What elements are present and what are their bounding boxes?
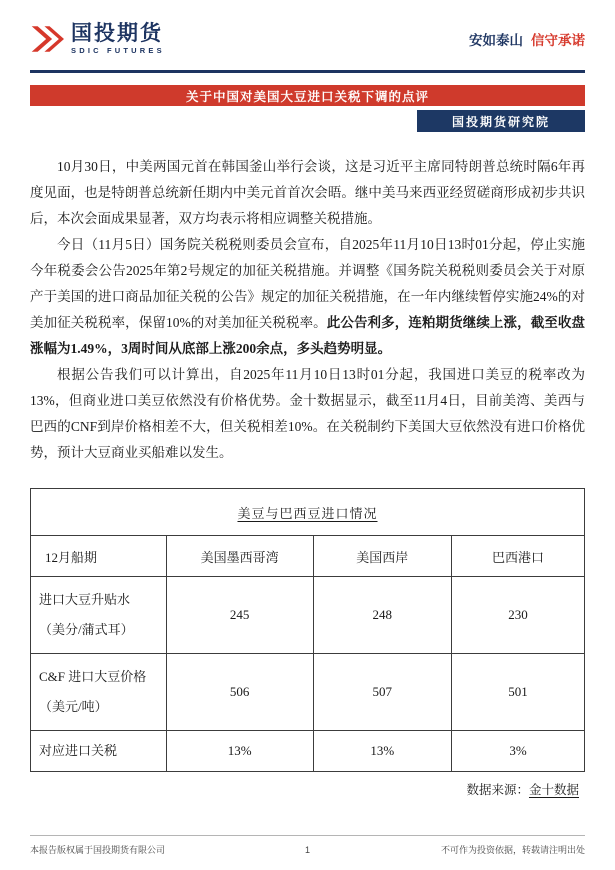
brand-slogan: [469, 29, 585, 49]
brand-text: [71, 23, 165, 55]
page-number: 1: [304, 844, 311, 855]
report-header: [30, 0, 585, 62]
institute-row: [30, 110, 585, 132]
table-cell: 506: [166, 654, 313, 731]
brand-name-cn: 国投期货: [71, 22, 163, 46]
table-cell: 13%: [166, 731, 313, 772]
table-cell: 230: [452, 577, 585, 654]
brand-name-en: SDIC FUTURES: [71, 46, 165, 56]
report-title: 关于中国对美国大豆进口关税下调的点评: [185, 89, 429, 104]
table-row: [31, 577, 585, 654]
brand: [30, 22, 165, 56]
row-label-line2: （美分/蒲式耳）: [39, 622, 134, 637]
table-cell: 248: [313, 577, 452, 654]
slogan-red-text: 信守承诺: [531, 33, 585, 48]
paragraph-1: 10月30日，中美两国元首在韩国釜山举行会谈，这是习近平主席同特朗普总统时隔6年再度见面，也是特朗普总统新任期内中美元首首次会晤。继中美马来西亚经贸磋商形成初步共识后，本次会面成果显著，双方均表示将相应调整关税措施。: [30, 159, 585, 226]
header-divider: [30, 70, 585, 73]
row-label-line1: 对应进口关税: [39, 743, 118, 758]
data-source-line: [30, 780, 585, 798]
data-source-label: 数据来源：: [466, 783, 529, 797]
row-label-cell: [31, 731, 167, 772]
report-body: [30, 154, 585, 466]
paragraph-3: 根据公告我们可以计算出，自2025年11月10日13时01分起，我国进口美豆的税率改为13%，但商业进口美豆依然没有价格优势。金十数据显示，截至11月4日，目前美湾、美西与巴西的CNF到岸价格相差不大，但关税相差10%。在关税制约下美国大豆依然没有进口价格优势，预计大豆商业买船难以发生。: [30, 367, 585, 460]
table-title-row: [31, 489, 585, 536]
table-title-cell: [31, 489, 585, 536]
table-cell: 507: [313, 654, 452, 731]
row-label-cell: [31, 577, 167, 654]
row-label-line2: （美元/吨）: [39, 699, 108, 714]
table-row: [31, 654, 585, 731]
report-footer: [30, 835, 585, 856]
paragraph-2-normal: 今日（11月5日）国务院关税税则委员会宣布，自2025年11月10日13时01分起，停止实施今年税委会公告2025年第2号规定的加征关税措施。并调整《国务院关税税则委员会关于对原产于美国的进口商品加征关税的公告》规定的加征关税措施，在一年内继续暂停实施24%的对美加征关税税率，保留10%的对美加征关税税率。: [30, 237, 585, 330]
footer-disclaimer: 不可作为投资依据，转载请注明出处: [440, 845, 585, 855]
table-title: 美豆与巴西豆进口情况: [237, 505, 378, 521]
sdic-logo-icon: [30, 22, 64, 56]
paragraph-2-bold: 此公告利多，连粕期货继续上涨，截至收盘涨幅为1.49%，3周时间从底部上涨200余点，多头趋势明显。: [30, 315, 585, 356]
table-row: [31, 731, 585, 772]
paragraph-2: [30, 232, 585, 362]
import-comparison-table: [30, 488, 585, 772]
column-header: 美国西岸: [313, 536, 452, 577]
row-label-cell: [31, 654, 167, 731]
slogan-navy-text: 安如泰山: [469, 33, 523, 48]
column-header: 美国墨西哥湾: [166, 536, 313, 577]
column-header: 12月船期: [31, 536, 167, 577]
table-cell: 3%: [452, 731, 585, 772]
data-source-value: 金十数据: [528, 783, 579, 797]
table-cell: 501: [452, 654, 585, 731]
table-header-row: [31, 536, 585, 577]
institute-badge: 国投期货研究院: [417, 110, 585, 132]
table-cell: 245: [166, 577, 313, 654]
row-label-line1: 进口大豆升贴水: [39, 592, 131, 607]
table-cell: 13%: [313, 731, 452, 772]
row-label-line1: C&F 进口大豆价格: [39, 669, 147, 684]
footer-copyright: 本报告版权属于国投期货有限公司: [30, 845, 166, 855]
column-header: 巴西港口: [452, 536, 585, 577]
report-title-banner: [30, 85, 585, 106]
